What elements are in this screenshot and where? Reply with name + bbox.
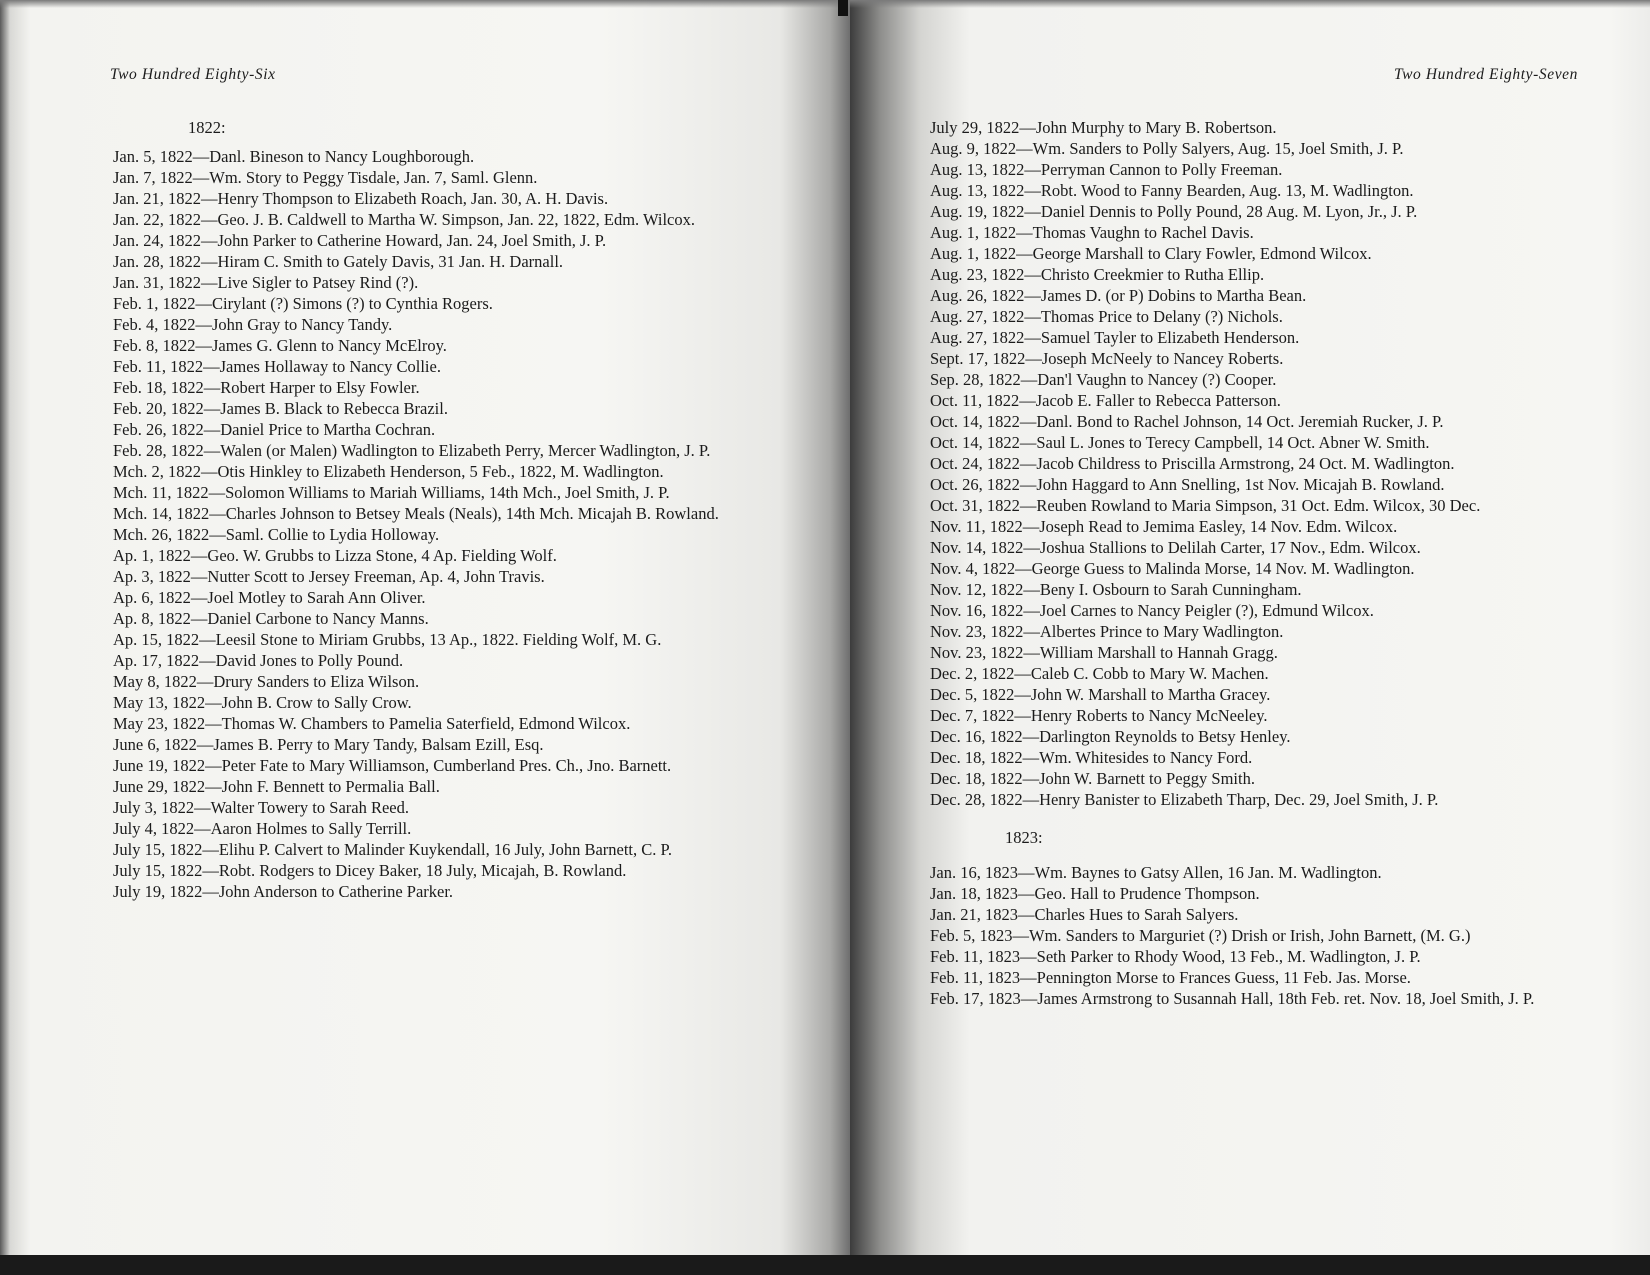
marriage-record-entry: Jan. 18, 1823—Geo. Hall to Prudence Thompson.	[930, 884, 1260, 903]
marriage-record-entry: Aug. 13, 1822—Robt. Wood to Fanny Bearden, Aug. 13, M. Wadlington.	[930, 181, 1414, 200]
marriage-record-entry: Ap. 3, 1822—Nutter Scott to Jersey Freeman, Ap. 4, John Travis.	[113, 567, 545, 586]
marriage-record-entry: Aug. 27, 1822—Thomas Price to Delany (?) Nichols.	[930, 307, 1283, 326]
marriage-record-entry: Aug. 26, 1822—James D. (or P) Dobins to Martha Bean.	[930, 286, 1307, 305]
marriage-record-entry: Aug. 1, 1822—George Marshall to Clary Fowler, Edmond Wilcox.	[930, 244, 1372, 263]
marriage-record-entry: Aug. 23, 1822—Christo Creekmier to Rutha Ellip.	[930, 265, 1265, 284]
marriage-record-entry: Aug. 1, 1822—Thomas Vaughn to Rachel Davis.	[930, 223, 1254, 242]
marriage-record-entry: Feb. 18, 1822—Robert Harper to Elsy Fowler.	[113, 378, 420, 397]
right-column	[930, 117, 1576, 1009]
marriage-record-entry: Feb. 5, 1823—Wm. Sanders to Marguriet (?) Drish or Irish, John Barnett, (M. G.)	[930, 926, 1471, 945]
marriage-record-entry: June 19, 1822—Peter Fate to Mary Williamson, Cumberland Pres. Ch., Jno. Barnett.	[113, 756, 672, 775]
marriage-record-entry: June 6, 1822—James B. Perry to Mary Tandy, Balsam Ezill, Esq.	[113, 735, 544, 754]
page-header-right: Two Hundred Eighty-Seven	[1394, 66, 1578, 83]
marriage-record-entry: Mch. 14, 1822—Charles Johnson to Betsey Meals (Neals), 14th Mch. Micajah B. Rowland.	[113, 504, 719, 523]
marriage-record-entry: Jan. 7, 1822—Wm. Story to Peggy Tisdale, Jan. 7, Saml. Glenn.	[113, 168, 538, 187]
marriage-record-entry: Ap. 8, 1822—Daniel Carbone to Nancy Manns.	[113, 609, 429, 628]
marriage-record-entry: May 8, 1822—Drury Sanders to Eliza Wilson.	[113, 672, 420, 691]
marriage-record-entry: Nov. 11, 1822—Joseph Read to Jemima Easley, 14 Nov. Edm. Wilcox.	[930, 517, 1398, 536]
marriage-record-entry: July 15, 1822—Robt. Rodgers to Dicey Baker, 18 July, Micajah, B. Rowland.	[113, 861, 627, 880]
marriage-record-entry: Feb. 8, 1822—James G. Glenn to Nancy McElroy.	[113, 336, 447, 355]
marriage-record-entry: Nov. 23, 1822—William Marshall to Hannah Gragg.	[930, 643, 1278, 662]
marriage-record-entry: Aug. 9, 1822—Wm. Sanders to Polly Salyers, Aug. 15, Joel Smith, J. P.	[930, 139, 1404, 158]
marriage-record-entry: Nov. 23, 1822—Albertes Prince to Mary Wadlington.	[930, 622, 1284, 641]
marriage-record-list	[930, 862, 1576, 1009]
marriage-record-entry: Jan. 31, 1822—Live Sigler to Patsey Rind (?).	[113, 273, 419, 292]
marriage-record-entry: Sept. 17, 1822—Joseph McNeely to Nancey Roberts.	[930, 349, 1284, 368]
marriage-record-entry: Jan. 5, 1822—Danl. Bineson to Nancy Loughborough.	[113, 147, 475, 166]
marriage-record-entry: Feb. 20, 1822—James B. Black to Rebecca Brazil.	[113, 399, 448, 418]
marriage-record-list	[930, 117, 1576, 810]
marriage-record-entry: Oct. 26, 1822—John Haggard to Ann Snelling, 1st Nov. Micajah B. Rowland.	[930, 475, 1445, 494]
marriage-record-entry: Feb. 4, 1822—John Gray to Nancy Tandy.	[113, 315, 393, 334]
marriage-record-entry: Ap. 6, 1822—Joel Motley to Sarah Ann Oliver.	[113, 588, 426, 607]
marriage-record-entry: Oct. 31, 1822—Reuben Rowland to Maria Simpson, 31 Oct. Edm. Wilcox, 30 Dec.	[930, 496, 1481, 515]
marriage-record-entry: Feb. 28, 1822—Walen (or Malen) Wadlington to Elizabeth Perry, Mercer Wadlington, J. P.	[113, 441, 711, 460]
marriage-record-entry: Ap. 17, 1822—David Jones to Polly Pound.	[113, 651, 404, 670]
marriage-record-entry: July 29, 1822—John Murphy to Mary B. Robertson.	[930, 118, 1277, 137]
marriage-record-entry: Nov. 4, 1822—George Guess to Malinda Morse, 14 Nov. M. Wadlington.	[930, 559, 1415, 578]
right-page	[850, 0, 1650, 1255]
marriage-record-entry: May 13, 1822—John B. Crow to Sally Crow.	[113, 693, 412, 712]
marriage-record-entry: Dec. 28, 1822—Henry Banister to Elizabeth Tharp, Dec. 29, Joel Smith, J. P.	[930, 790, 1439, 809]
marriage-record-entry: Dec. 18, 1822—Wm. Whitesides to Nancy Ford.	[930, 748, 1253, 767]
marriage-record-entry: Jan. 16, 1823—Wm. Baynes to Gatsy Allen, 16 Jan. M. Wadlington.	[930, 863, 1382, 882]
marriage-record-entry: July 4, 1822—Aaron Holmes to Sally Terrill.	[113, 819, 412, 838]
marriage-record-entry: Sep. 28, 1822—Dan'l Vaughn to Nancey (?) Cooper.	[930, 370, 1277, 389]
marriage-record-entry: Dec. 7, 1822—Henry Roberts to Nancy McNeeley.	[930, 706, 1268, 725]
marriage-record-list	[113, 146, 765, 902]
marriage-record-entry: Nov. 14, 1822—Joshua Stallions to Delilah Carter, 17 Nov., Edm. Wilcox.	[930, 538, 1421, 557]
marriage-record-entry: Oct. 11, 1822—Jacob E. Faller to Rebecca Patterson.	[930, 391, 1281, 410]
marriage-record-entry: July 19, 1822—John Anderson to Catherine Parker.	[113, 882, 454, 901]
marriage-record-entry: Jan. 21, 1822—Henry Thompson to Elizabeth Roach, Jan. 30, A. H. Davis.	[113, 189, 609, 208]
marriage-record-entry: Oct. 14, 1822—Danl. Bond to Rachel Johnson, 14 Oct. Jeremiah Rucker, J. P.	[930, 412, 1444, 431]
marriage-record-entry: Ap. 1, 1822—Geo. W. Grubbs to Lizza Stone, 4 Ap. Fielding Wolf.	[113, 546, 557, 565]
marriage-record-entry: Feb. 1, 1822—Cirylant (?) Simons (?) to Cynthia Rogers.	[113, 294, 493, 313]
marriage-record-entry: Aug. 19, 1822—Daniel Dennis to Polly Pound, 28 Aug. M. Lyon, Jr., J. P.	[930, 202, 1418, 221]
page-top-shadow	[0, 0, 1650, 8]
marriage-record-entry: Ap. 15, 1822—Leesil Stone to Miriam Grubbs, 13 Ap., 1822. Fielding Wolf, M. G.	[113, 630, 662, 649]
marriage-record-entry: Feb. 11, 1823—Pennington Morse to Frances Guess, 11 Feb. Jas. Morse.	[930, 968, 1411, 987]
marriage-record-entry: Dec. 18, 1822—John W. Barnett to Peggy Smith.	[930, 769, 1255, 788]
marriage-record-entry: Feb. 17, 1823—James Armstrong to Susannah Hall, 18th Feb. ret. Nov. 18, Joel Smith, J. P.	[930, 989, 1535, 1008]
marriage-record-entry: Feb. 11, 1822—James Hollaway to Nancy Collie.	[113, 357, 441, 376]
marriage-record-entry: Oct. 14, 1822—Saul L. Jones to Terecy Campbell, 14 Oct. Abner W. Smith.	[930, 433, 1430, 452]
marriage-record-entry: Jan. 22, 1822—Geo. J. B. Caldwell to Martha W. Simpson, Jan. 22, 1822, Edm. Wilcox.	[113, 210, 696, 229]
marriage-record-entry: Feb. 11, 1823—Seth Parker to Rhody Wood, 13 Feb., M. Wadlington, J. P.	[930, 947, 1421, 966]
marriage-record-entry: July 15, 1822—Elihu P. Calvert to Malinder Kuykendall, 16 July, John Barnett, C. P.	[113, 840, 672, 859]
marriage-record-entry: Mch. 26, 1822—Saml. Collie to Lydia Holloway.	[113, 525, 440, 544]
marriage-record-entry: Oct. 24, 1822—Jacob Childress to Priscilla Armstrong, 24 Oct. M. Wadlington.	[930, 454, 1455, 473]
marriage-record-entry: Dec. 5, 1822—John W. Marshall to Martha Gracey.	[930, 685, 1271, 704]
page-header-left: Two Hundred Eighty-Six	[110, 66, 276, 83]
marriage-record-entry: Aug. 27, 1822—Samuel Tayler to Elizabeth Henderson.	[930, 328, 1300, 347]
marriage-record-entry: Jan. 24, 1822—John Parker to Catherine Howard, Jan. 24, Joel Smith, J. P.	[113, 231, 607, 250]
marriage-record-entry: Aug. 13, 1822—Perryman Cannon to Polly Freeman.	[930, 160, 1283, 179]
left-column	[113, 118, 765, 902]
marriage-record-entry: Mch. 11, 1822—Solomon Williams to Mariah Williams, 14th Mch., Joel Smith, J. P.	[113, 483, 670, 502]
marriage-record-entry: May 23, 1822—Thomas W. Chambers to Pamelia Saterfield, Edmond Wilcox.	[113, 714, 631, 733]
marriage-record-entry: Feb. 26, 1822—Daniel Price to Martha Cochran.	[113, 420, 436, 439]
marriage-record-entry: Dec. 16, 1822—Darlington Reynolds to Betsy Henley.	[930, 727, 1291, 746]
book-spine	[838, 0, 848, 16]
marriage-record-entry: Nov. 16, 1822—Joel Carnes to Nancy Peigler (?), Edmund Wilcox.	[930, 601, 1374, 620]
year-heading-1823: 1823:	[1005, 828, 1043, 847]
marriage-record-entry: Jan. 21, 1823—Charles Hues to Sarah Salyers.	[930, 905, 1239, 924]
marriage-record-entry: Dec. 2, 1822—Caleb C. Cobb to Mary W. Machen.	[930, 664, 1269, 683]
marriage-record-entry: Mch. 2, 1822—Otis Hinkley to Elizabeth Henderson, 5 Feb., 1822, M. Wadlington.	[113, 462, 664, 481]
marriage-record-entry: June 29, 1822—John F. Bennett to Permalia Ball.	[113, 777, 440, 796]
marriage-record-entry: Jan. 28, 1822—Hiram C. Smith to Gately Davis, 31 Jan. H. Darnall.	[113, 252, 564, 271]
marriage-record-entry: July 3, 1822—Walter Towery to Sarah Reed.	[113, 798, 409, 817]
year-heading-1822: 1822:	[188, 118, 226, 137]
marriage-record-entry: Nov. 12, 1822—Beny I. Osbourn to Sarah Cunningham.	[930, 580, 1302, 599]
